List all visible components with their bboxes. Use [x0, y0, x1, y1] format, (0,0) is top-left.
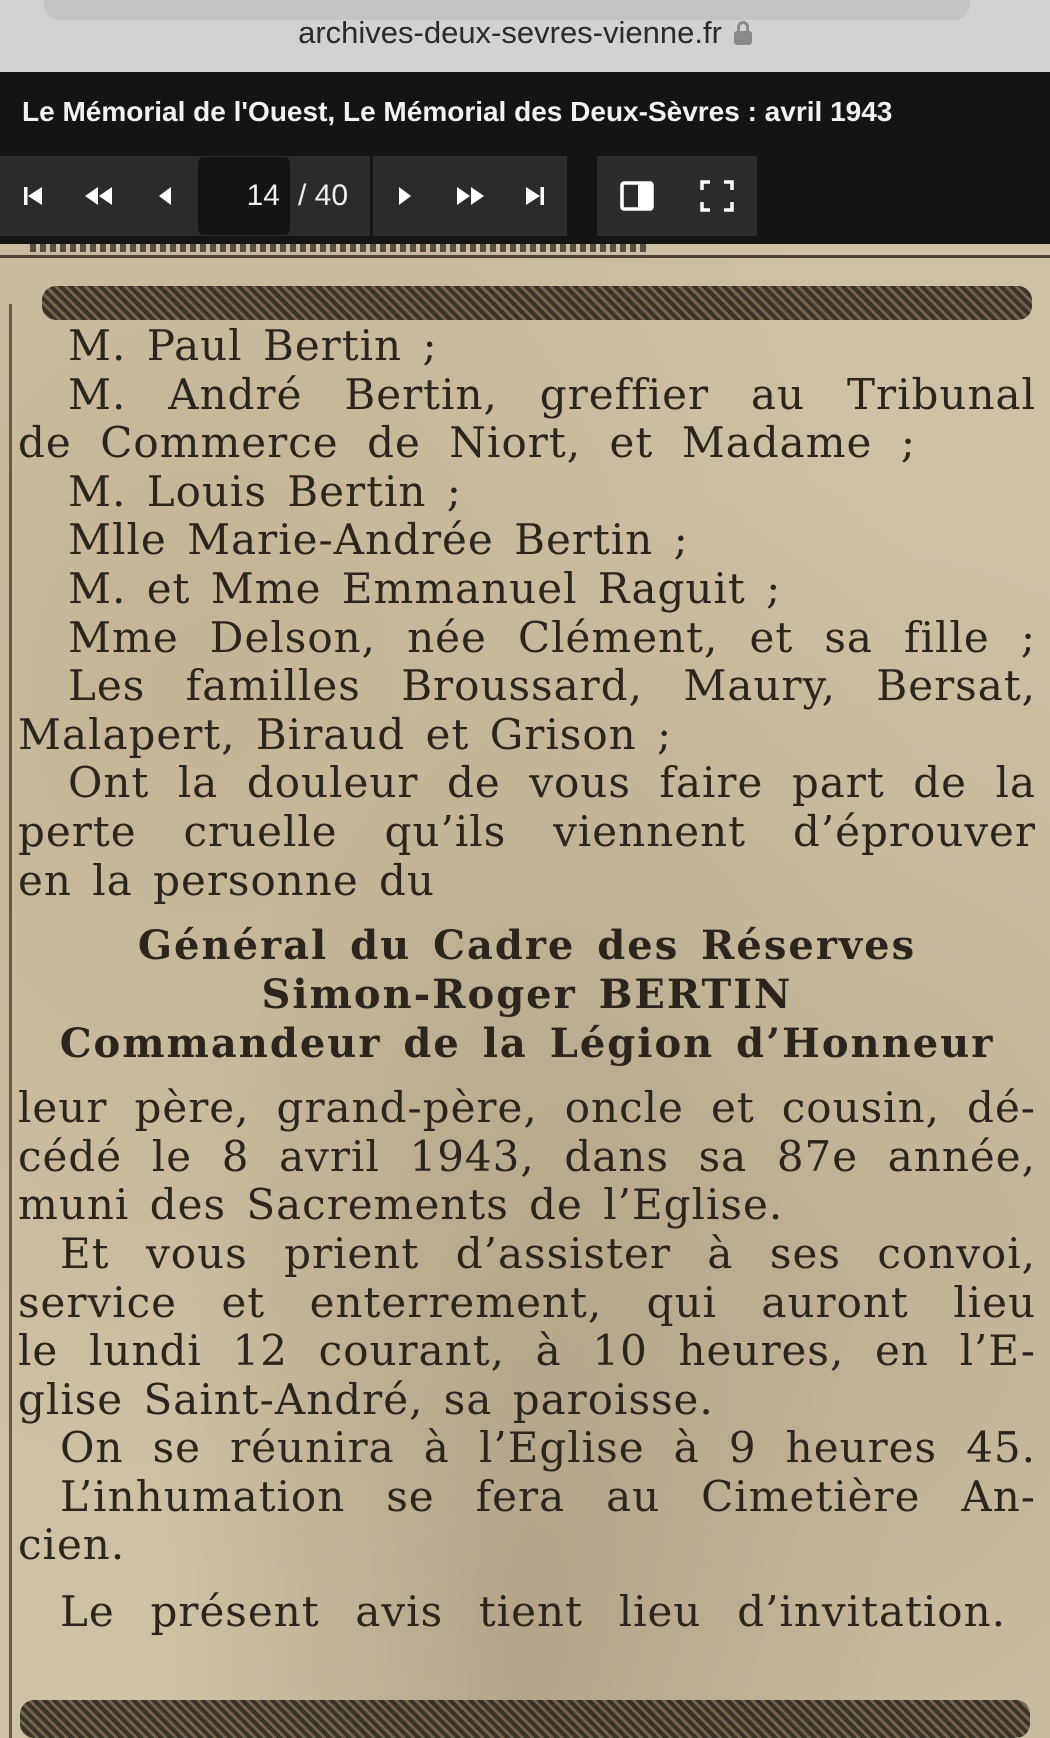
- toggle-panel-button[interactable]: [597, 156, 677, 236]
- notice-line: Mme Delson, née Clément, et sa fille ;: [68, 613, 1036, 662]
- deceased-distinction: Commandeur de la Légion d’Honneur: [59, 1020, 995, 1068]
- notice-line: service et enterrement, qui auront lieu: [18, 1278, 1036, 1327]
- notice-line: en la personne du: [18, 855, 435, 905]
- next-page-button[interactable]: [373, 156, 438, 236]
- fast-forward-button[interactable]: [438, 156, 503, 236]
- page-forward-group: [373, 156, 567, 236]
- notice-line: Les familles Broussard, Maury, Bersat,: [68, 662, 1036, 711]
- notice-line: leur père, grand-père, oncle et cousin, dé-: [18, 1084, 1036, 1133]
- notice-line: cien.: [18, 1520, 126, 1570]
- play-right-icon: [397, 185, 413, 207]
- page-navigation-group: [0, 156, 370, 236]
- notice-line: le lundi 12 courant, à 10 heures, en l’E-: [18, 1327, 1036, 1376]
- obituary-notice: [18, 322, 1036, 1637]
- page-number-input[interactable]: [198, 157, 290, 235]
- side-panel-icon: [620, 181, 654, 211]
- notice-line: Le présent avis tient lieu d’invitation.: [60, 1588, 1006, 1637]
- notice-line: perte cruelle qu’ils viennent d’éprouver: [18, 807, 1036, 856]
- view-options-group: [597, 156, 757, 236]
- previous-page-button[interactable]: [132, 156, 198, 236]
- cut-off-headline-fragment: [30, 244, 650, 252]
- viewer-toolbar: [0, 152, 1050, 244]
- fast-backward-icon: [84, 185, 114, 207]
- url-text[interactable]: archives-deux-sevres-vienne.fr: [298, 15, 722, 50]
- column-left-rule: [9, 304, 12, 1738]
- document-title-bar: [0, 72, 1050, 152]
- skip-to-start-icon: [22, 185, 44, 207]
- rewind-button[interactable]: [66, 156, 132, 236]
- notice-line: muni des Sacrements de l’Eglise.: [18, 1180, 784, 1230]
- document-title: Le Mémorial de l'Ouest, Le Mémorial des Deux-Sèvres : avril 1943: [22, 96, 893, 127]
- page-total-label: [290, 179, 366, 213]
- last-page-button[interactable]: [502, 156, 567, 236]
- notice-line: M. André Bertin, greffier au Tribunal: [68, 370, 1036, 419]
- newspaper-page: [0, 244, 1050, 1738]
- url-display[interactable]: [298, 15, 752, 51]
- notice-line: Ont la douleur de vous faire part de la: [68, 759, 1036, 808]
- decorative-border-bottom: [20, 1700, 1030, 1738]
- notice-line: On se réunira à l’Eglise à 9 heures 45.: [60, 1424, 1036, 1473]
- play-left-icon: [157, 185, 173, 207]
- first-page-button[interactable]: [0, 156, 66, 236]
- total-pages-text: / 40: [298, 179, 349, 212]
- notice-line: de Commerce de Niort, et Madame ;: [18, 419, 916, 468]
- current-page-value[interactable]: 14: [246, 179, 280, 212]
- column-top-rule: [0, 255, 1050, 258]
- document-viewer[interactable]: [0, 244, 1050, 1738]
- notice-line: M. Paul Bertin ;: [68, 321, 438, 370]
- fullscreen-button[interactable]: [677, 156, 757, 236]
- notice-line: M. et Mme Emmanuel Raguit ;: [68, 563, 782, 613]
- skip-to-end-icon: [524, 185, 546, 207]
- notice-line: Malapert, Biraud et Grison ;: [18, 709, 673, 759]
- notice-line: cédé le 8 avril 1943, dans sa 87e année,: [18, 1132, 1036, 1181]
- browser-url-bar[interactable]: [0, 0, 1050, 72]
- notice-line: Et vous prient d’assister à ses convoi,: [60, 1229, 1036, 1278]
- lock-icon: [734, 21, 752, 45]
- deceased-rank: Général du Cadre des Réserves: [137, 922, 917, 970]
- notice-line: glise Saint-André, sa paroisse.: [18, 1374, 714, 1424]
- notice-line: L’inhumation se fera au Cimetière An-: [60, 1472, 1036, 1521]
- fast-forward-icon: [455, 185, 485, 207]
- decorative-border-top: [42, 286, 1032, 320]
- fullscreen-icon: [700, 180, 734, 212]
- notice-line: M. Louis Bertin ;: [68, 466, 462, 516]
- deceased-name: Simon-Roger BERTIN: [261, 971, 793, 1019]
- notice-line: Mlle Marie-Andrée Bertin ;: [68, 515, 689, 565]
